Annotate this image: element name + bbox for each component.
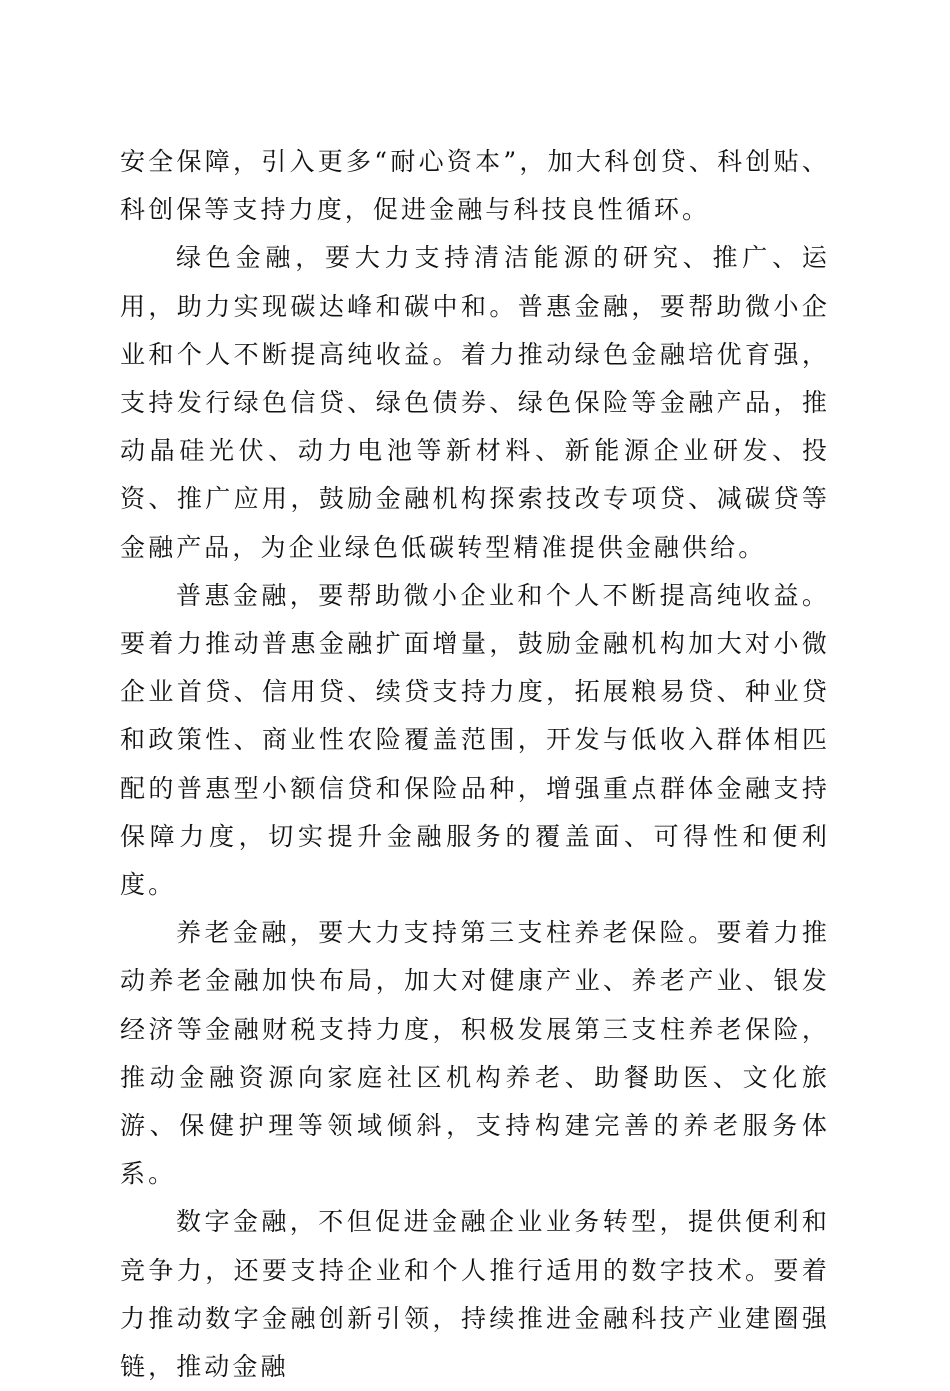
paragraph-pension-finance: 养老金融，要大力支持第三支柱养老保险。要着力推动养老金融加快布局，加大对健康产业、养老产业、银发经济等金融财税支持力度，积极发展第三支柱养老保险，推动金融资源向家庭社区机构养老、助餐助医、文化旅游、保健护理等领域倾斜，支持构建完善的养老服务体系。	[120, 918, 830, 1189]
paragraph-green-finance: 绿色金融，要大力支持清洁能源的研究、推广、运用，助力实现碳达峰和碳中和。普惠金融，要帮助微小企业和个人不断提高纯收益。着力推动绿色金融培优育强，支持发行绿色信贷、绿色债券、绿色保险等金融产品，推动晶硅光伏、动力电池等新材料、新能源企业研发、投资、推广应用，鼓励金融机构探索技改专项贷、减碳贷等金融产品，为企业绿色低碳转型精准提供金融供给。	[120, 243, 830, 562]
paragraph-continued: 安全保障，引入更多“耐心资本”，加大科创贷、科创贴、科创保等支持力度，促进金融与科技良性循环。	[120, 147, 830, 225]
paragraph-digital-finance: 数字金融，不但促进金融企业业务转型，提供便利和竞争力，还要支持企业和个人推行适用的数字技术。要着力推动数字金融创新引领，持续推进金融科技产业建圈强链，推动金融	[120, 1207, 830, 1382]
document-page	[120, 138, 830, 1391]
paragraph-inclusive-finance: 普惠金融，要帮助微小企业和个人不断提高纯收益。要着力推动普惠金融扩面增量，鼓励金融机构加大对小微企业首贷、信用贷、续贷支持力度，拓展粮易贷、种业贷和政策性、商业性农险覆盖范围，开发与低收入群体相匹配的普惠型小额信贷和保险品种，增强重点群体金融支持保障力度，切实提升金融服务的覆盖面、可得性和便利度。	[120, 580, 830, 900]
